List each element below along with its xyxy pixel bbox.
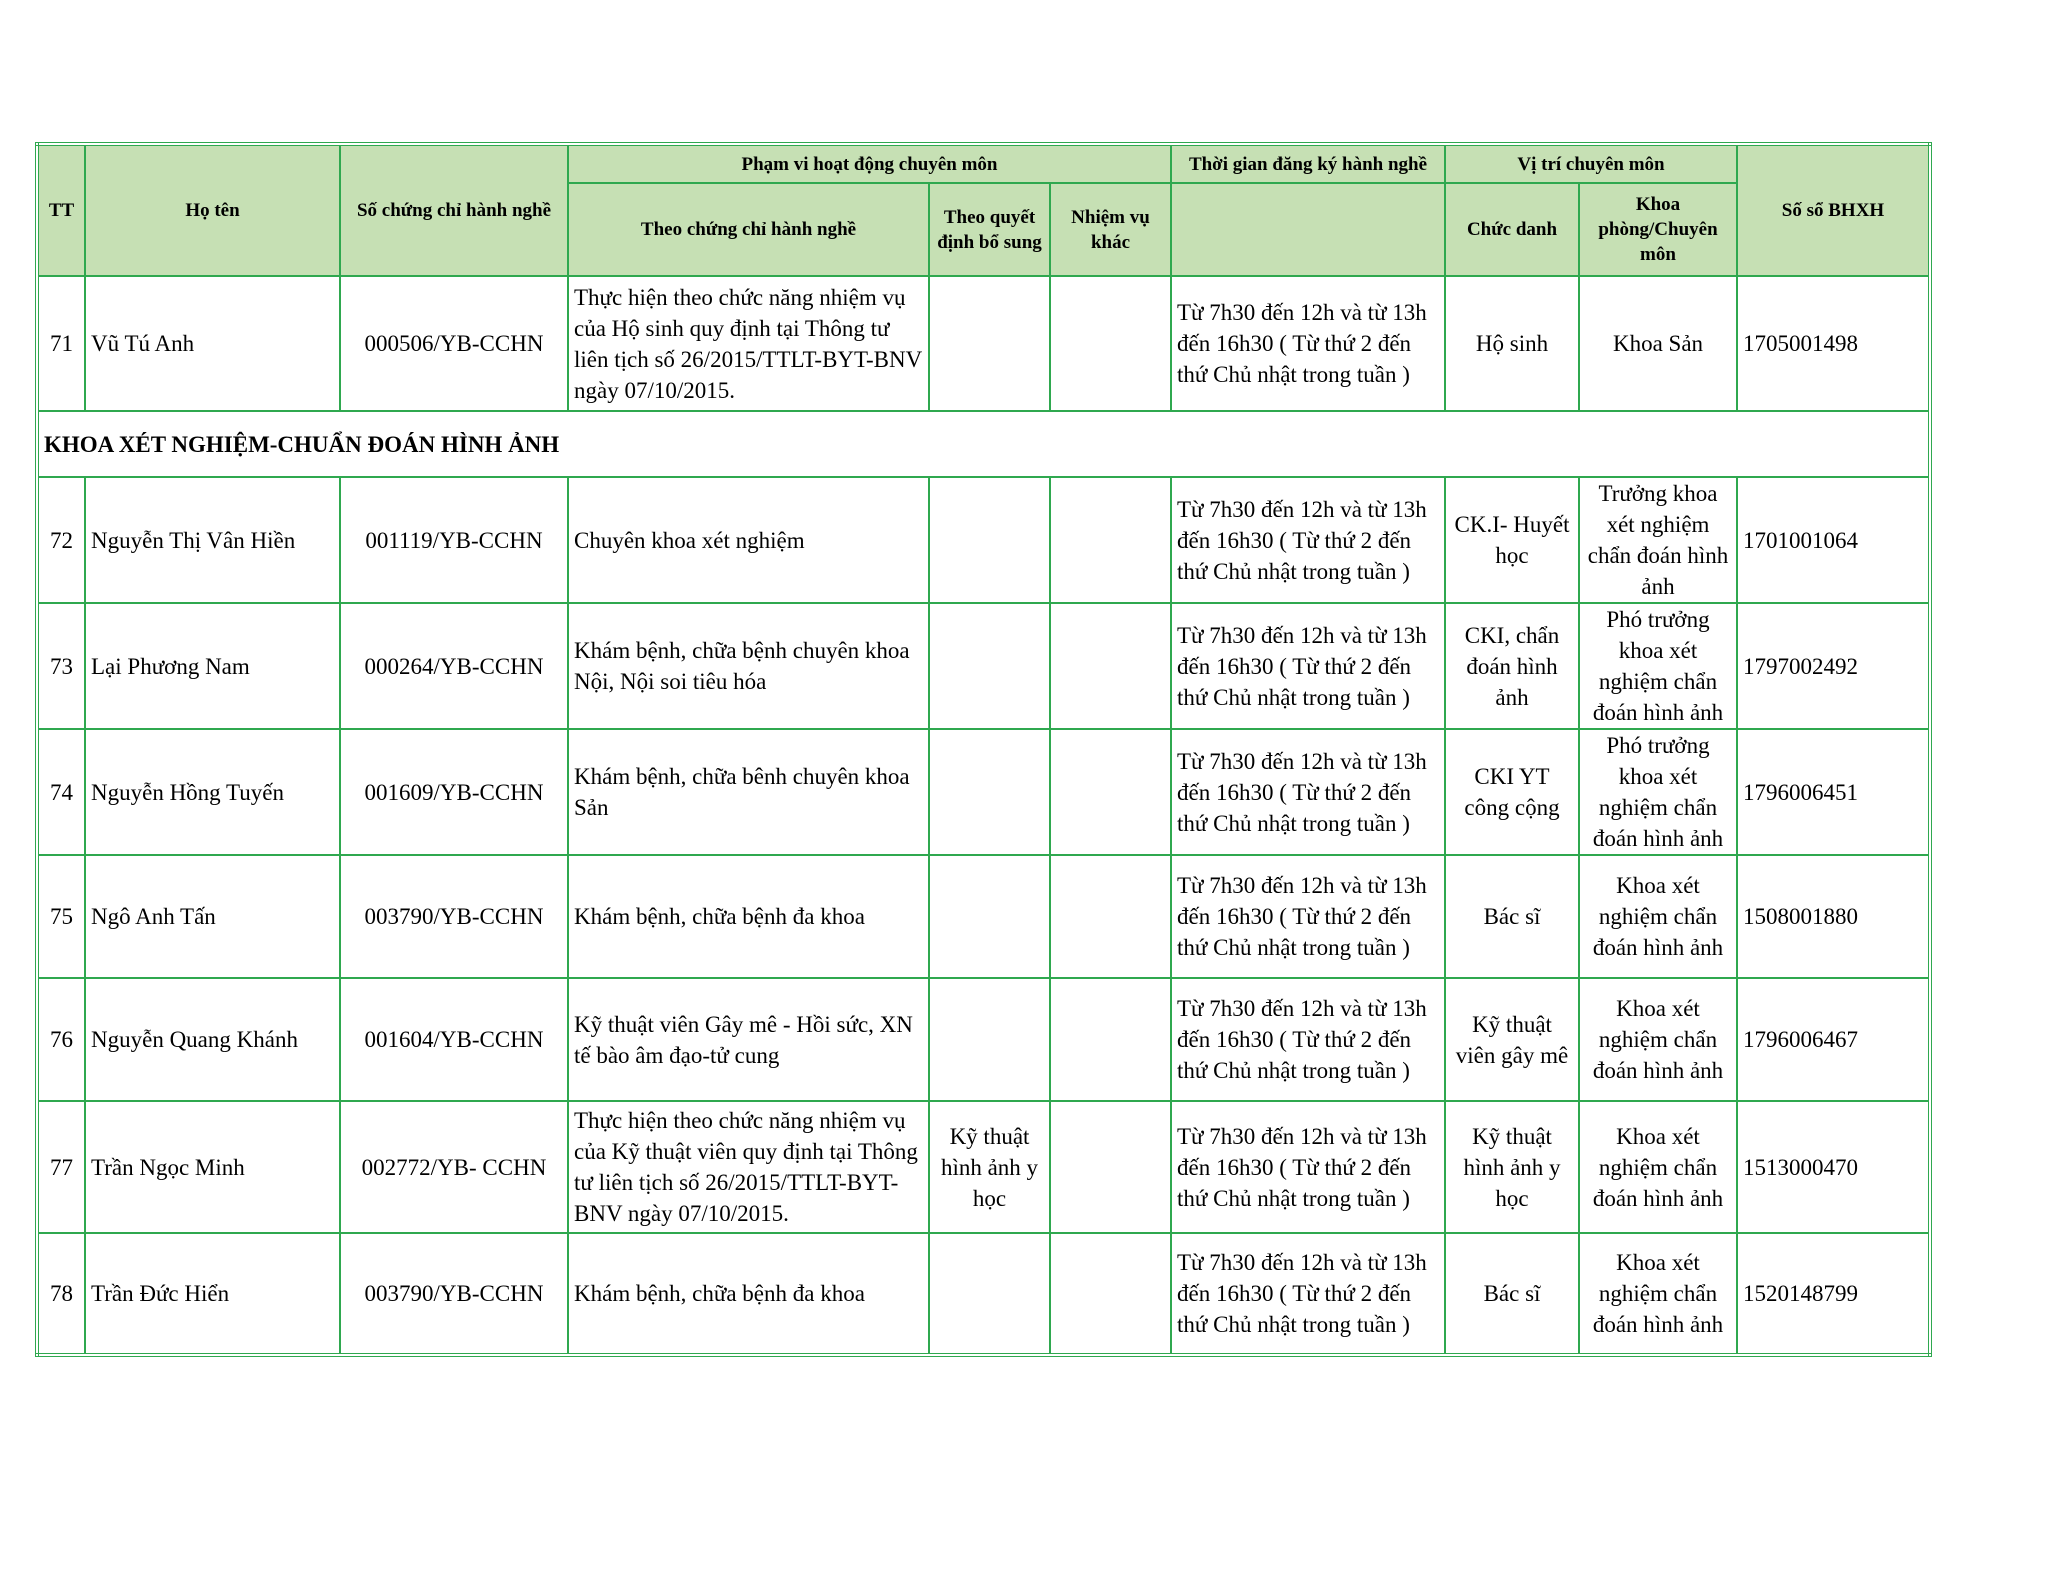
cell-scope: Chuyên khoa xét nghiệm	[568, 477, 929, 603]
header-so-bhxh: Số sổ BHXH	[1737, 144, 1930, 276]
cell-cert: 003790/YB-CCHN	[340, 855, 568, 978]
cell-extra	[929, 855, 1050, 978]
cell-title: Kỹ thuật hình ảnh y học	[1445, 1101, 1579, 1233]
cell-extra	[929, 1233, 1050, 1355]
cell-dept: Khoa xét nghiệm chẩn đoán hình ảnh	[1579, 978, 1737, 1101]
cell-other	[1050, 1233, 1171, 1355]
cell-scope: Kỹ thuật viên Gây mê - Hồi sức, XN tế bào âm đạo-tử cung	[568, 978, 929, 1101]
cell-tt: 72	[37, 477, 85, 603]
cell-title: CKI, chẩn đoán hình ảnh	[1445, 603, 1579, 729]
section-title: KHOA XÉT NGHIỆM-CHUẨN ĐOÁN HÌNH ẢNH	[37, 411, 1930, 477]
cell-time: Từ 7h30 đến 12h và từ 13h đến 16h30 ( Từ thứ 2 đến thứ Chủ nhật trong tuần )	[1171, 276, 1445, 411]
cell-tt: 73	[37, 603, 85, 729]
cell-tt: 76	[37, 978, 85, 1101]
cell-cert: 001609/YB-CCHN	[340, 729, 568, 855]
header-ho-ten: Họ tên	[85, 144, 340, 276]
cell-extra	[929, 978, 1050, 1101]
cell-dept: Khoa xét nghiệm chẩn đoán hình ảnh	[1579, 855, 1737, 978]
header-thoi-gian-blank	[1171, 183, 1445, 276]
header-thoi-gian: Thời gian đăng ký hành nghề	[1171, 144, 1445, 183]
practitioner-table	[35, 142, 1932, 1357]
cell-bhxh: 1520148799	[1737, 1233, 1930, 1355]
cell-cert: 001119/YB-CCHN	[340, 477, 568, 603]
table-row	[37, 276, 1930, 411]
header-theo-chung-chi: Theo chứng chỉ hành nghề	[568, 183, 929, 276]
header-khoa-phong: Khoa phòng/Chuyên môn	[1579, 183, 1737, 276]
cell-time: Từ 7h30 đến 12h và từ 13h đến 16h30 ( Từ thứ 2 đến thứ Chủ nhật trong tuần )	[1171, 477, 1445, 603]
cell-dept: Khoa xét nghiệm chẩn đoán hình ảnh	[1579, 1101, 1737, 1233]
header-row-1	[37, 144, 1930, 183]
cell-name: Vũ Tú Anh	[85, 276, 340, 411]
cell-cert: 000506/YB-CCHN	[340, 276, 568, 411]
cell-bhxh: 1705001498	[1737, 276, 1930, 411]
section-row	[37, 411, 1930, 477]
cell-bhxh: 1513000470	[1737, 1101, 1930, 1233]
cell-time: Từ 7h30 đến 12h và từ 13h đến 16h30 ( Từ thứ 2 đến thứ Chủ nhật trong tuần )	[1171, 1101, 1445, 1233]
cell-time: Từ 7h30 đến 12h và từ 13h đến 16h30 ( Từ thứ 2 đến thứ Chủ nhật trong tuần )	[1171, 855, 1445, 978]
cell-cert: 000264/YB-CCHN	[340, 603, 568, 729]
cell-dept: Trưởng khoa xét nghiệm chẩn đoán hình ảnh	[1579, 477, 1737, 603]
cell-extra	[929, 603, 1050, 729]
table-row	[37, 1101, 1930, 1233]
cell-other	[1050, 603, 1171, 729]
cell-name: Trần Đức Hiển	[85, 1233, 340, 1355]
cell-name: Lại Phương Nam	[85, 603, 340, 729]
cell-other	[1050, 276, 1171, 411]
cell-name: Trần Ngọc Minh	[85, 1101, 340, 1233]
cell-bhxh: 1796006451	[1737, 729, 1930, 855]
table-row	[37, 855, 1930, 978]
cell-bhxh: 1797002492	[1737, 603, 1930, 729]
cell-other	[1050, 477, 1171, 603]
header-nhiem-vu-khac: Nhiệm vụ khác	[1050, 183, 1171, 276]
cell-scope: Khám bệnh, chữa bệnh chuyên khoa Nội, Nội soi tiêu hóa	[568, 603, 929, 729]
cell-scope: Thực hiện theo chức năng nhiệm vụ của Hộ sinh quy định tại Thông tư liên tịch số 26/2015/TTLT-BYT-BNV ngày 07/10/2015.	[568, 276, 929, 411]
header-so-chung-chi: Số chứng chỉ hành nghề	[340, 144, 568, 276]
table-row	[37, 729, 1930, 855]
cell-other	[1050, 978, 1171, 1101]
cell-scope: Khám bệnh, chữa bệnh đa khoa	[568, 1233, 929, 1355]
header-tt: TT	[37, 144, 85, 276]
cell-tt: 74	[37, 729, 85, 855]
cell-title: Bác sĩ	[1445, 855, 1579, 978]
cell-title: Bác sĩ	[1445, 1233, 1579, 1355]
header-theo-quyet-dinh: Theo quyết định bổ sung	[929, 183, 1050, 276]
table-row	[37, 1233, 1930, 1355]
cell-time: Từ 7h30 đến 12h và từ 13h đến 16h30 ( Từ thứ 2 đến thứ Chủ nhật trong tuần )	[1171, 603, 1445, 729]
cell-scope: Khám bệnh, chữa bệnh đa khoa	[568, 855, 929, 978]
header-pham-vi: Phạm vi hoạt động chuyên môn	[568, 144, 1171, 183]
cell-bhxh: 1508001880	[1737, 855, 1930, 978]
cell-other	[1050, 729, 1171, 855]
cell-name: Nguyễn Hồng Tuyến	[85, 729, 340, 855]
cell-extra	[929, 276, 1050, 411]
cell-tt: 71	[37, 276, 85, 411]
cell-tt: 77	[37, 1101, 85, 1233]
cell-cert: 002772/YB- CCHN	[340, 1101, 568, 1233]
cell-extra	[929, 729, 1050, 855]
cell-dept: Khoa xét nghiệm chẩn đoán hình ảnh	[1579, 1233, 1737, 1355]
cell-time: Từ 7h30 đến 12h và từ 13h đến 16h30 ( Từ thứ 2 đến thứ Chủ nhật trong tuần )	[1171, 978, 1445, 1101]
cell-scope-text: Thực hiện theo chức năng nhiệm vụ của Kỹ thuật viên quy định tại Thông tư liên tịch số 26/2015/TTLT-BYT-BNV ngày 07/10/2015.	[574, 1108, 918, 1226]
cell-scope	[568, 1101, 929, 1233]
cell-bhxh: 1796006467	[1737, 978, 1930, 1101]
cell-bhxh: 1701001064	[1737, 477, 1930, 603]
practitioner-table-sheet	[35, 142, 1928, 1357]
header-vi-tri: Vị trí chuyên môn	[1445, 144, 1737, 183]
table-row	[37, 477, 1930, 603]
cell-extra: Kỹ thuật hình ảnh y học	[929, 1101, 1050, 1233]
table-row	[37, 603, 1930, 729]
cell-extra	[929, 477, 1050, 603]
cell-title: CKI YT công cộng	[1445, 729, 1579, 855]
cell-tt: 75	[37, 855, 85, 978]
cell-dept: Khoa Sản	[1579, 276, 1737, 411]
cell-cert: 003790/YB-CCHN	[340, 1233, 568, 1355]
cell-other	[1050, 855, 1171, 978]
cell-dept: Phó trưởng khoa xét nghiệm chẩn đoán hình ảnh	[1579, 603, 1737, 729]
cell-name: Ngô Anh Tấn	[85, 855, 340, 978]
cell-time: Từ 7h30 đến 12h và từ 13h đến 16h30 ( Từ thứ 2 đến thứ Chủ nhật trong tuần )	[1171, 1233, 1445, 1355]
cell-title: Kỹ thuật viên gây mê	[1445, 978, 1579, 1101]
cell-title: Hộ sinh	[1445, 276, 1579, 411]
cell-dept: Phó trưởng khoa xét nghiệm chẩn đoán hình ảnh	[1579, 729, 1737, 855]
cell-time: Từ 7h30 đến 12h và từ 13h đến 16h30 ( Từ thứ 2 đến thứ Chủ nhật trong tuần )	[1171, 729, 1445, 855]
cell-tt: 78	[37, 1233, 85, 1355]
table-row	[37, 978, 1930, 1101]
cell-cert: 001604/YB-CCHN	[340, 978, 568, 1101]
cell-name: Nguyễn Quang Khánh	[85, 978, 340, 1101]
cell-name: Nguyễn Thị Vân Hiền	[85, 477, 340, 603]
cell-title: CK.I- Huyết học	[1445, 477, 1579, 603]
cell-other	[1050, 1101, 1171, 1233]
header-chuc-danh: Chức danh	[1445, 183, 1579, 276]
cell-scope: Khám bệnh, chữa bênh chuyên khoa Sản	[568, 729, 929, 855]
